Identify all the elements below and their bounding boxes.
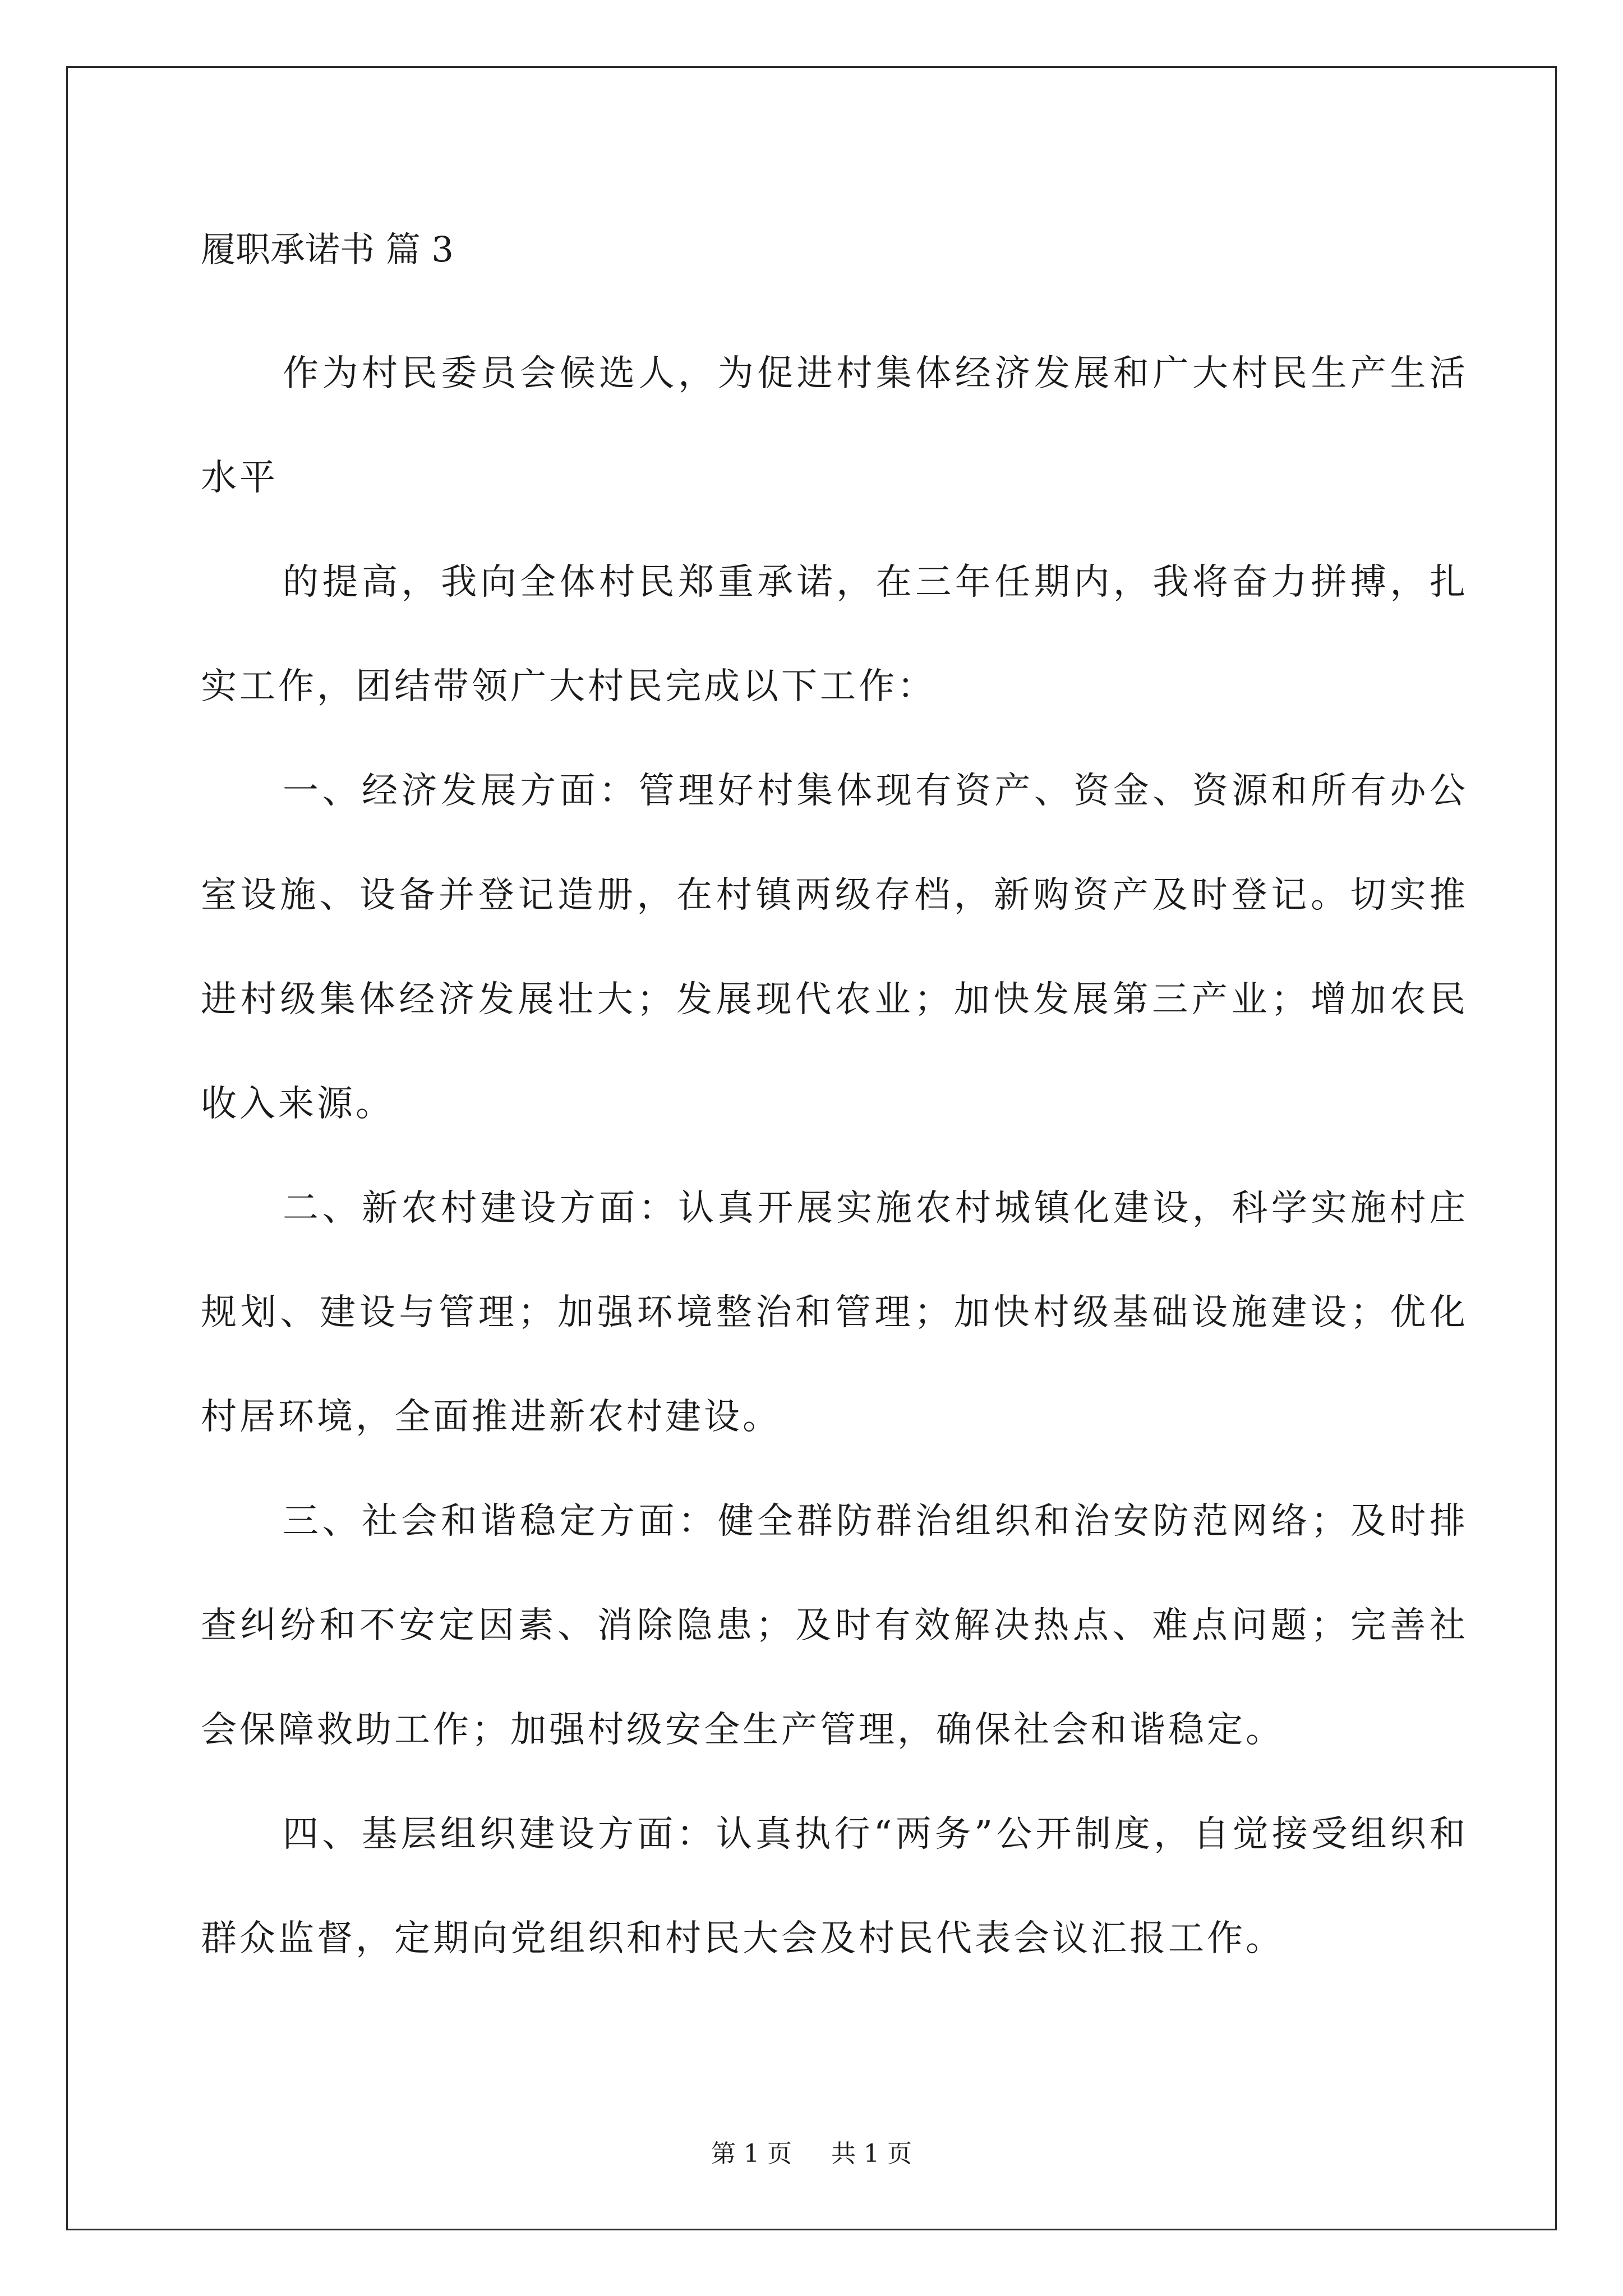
page-number-current: 第 1 页 [711,2139,792,2168]
paragraph-new-rural-construction: 二、新农村建设方面：认真开展实施农村城镇化建设，科学实施村庄规划、建设与管理；加强环境整治和管理；加快村级基础设施建设；优化村居环境，全面推进新农村建设。 [201,1188,1468,1438]
page-footer [0,2137,1623,2171]
paragraph-intro: 作为村民委员会候选人，为促进村集体经济发展和广大村民生产生活水平 [201,353,1468,499]
paragraph-grassroots-organization: 四、基层组织建设方面：认真执行“两务”公开制度，自觉接受组织和群众监督，定期向党组织和村民大会及村民代表会议汇报工作。 [201,1814,1468,1959]
paragraph-commitment: 的提高，我向全体村民郑重承诺，在三年任期内，我将奋力拼搏，扎实工作，团结带领广大村民完成以下工作： [201,562,1468,707]
paragraph-social-stability: 三、社会和谐稳定方面：健全群防群治组织和治安防范网络；及时排查纠纷和不安定因素、消除隐患；及时有效解决热点、难点问题；完善社会保障救助工作；加强村级安全生产管理，确保社会和谐稳定。 [201,1501,1468,1751]
document-body [201,222,1468,1991]
paragraph-economic-development: 一、经济发展方面：管理好村集体现有资产、资金、资源和所有办公室设施、设备并登记造册，在村镇两级存档，新购资产及时登记。切实推进村级集体经济发展壮大；发展现代农业；加快发展第三产业；增加农民收入来源。 [201,770,1468,1125]
document-title: 履职承诺书 篇 3 [201,229,454,270]
page-number-total: 共 1 页 [831,2139,912,2168]
